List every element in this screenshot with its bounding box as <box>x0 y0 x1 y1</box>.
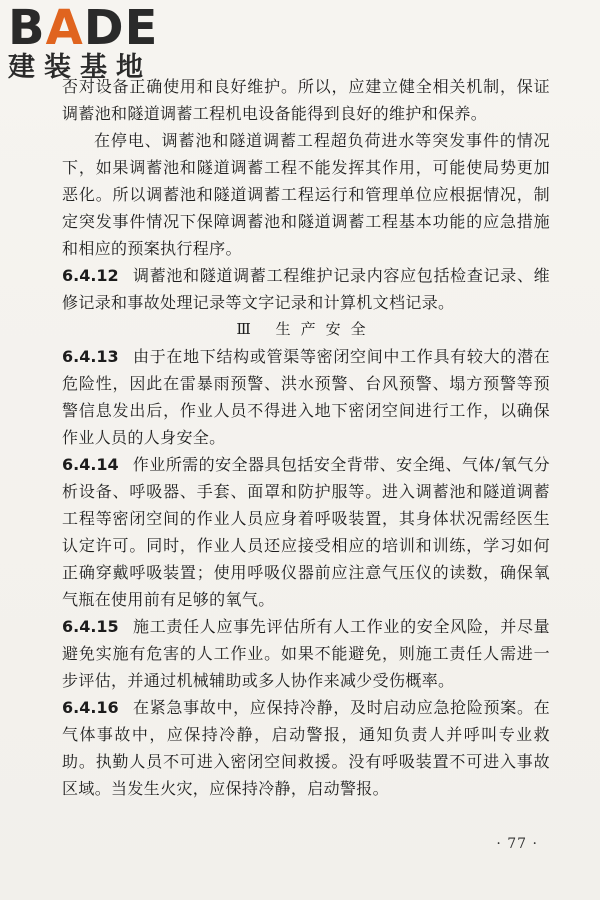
clause-6-4-13 <box>62 343 550 451</box>
section-heading: Ⅲ 生产安全 <box>236 320 376 338</box>
page-body <box>62 73 550 802</box>
paragraph-continued: 否对设备正确使用和良好维护。所以，应建立健全相关机制，保证调蓄池和隧道调蓄工程机电设备能得到良好的维护和保养。 <box>62 77 550 123</box>
brand-logo <box>8 0 178 88</box>
clause-6-4-16 <box>62 694 550 802</box>
clause-text: 作业所需的安全器具包括安全背带、安全绳、气体/氧气分析设备、呼吸器、手套、面罩和防护服等。进入调蓄池和隧道调蓄工程等密闭空间的作业人员应身着呼吸装置，其身体状况需经医生认定许可。同时，作业人员还应接受相应的培训和训练，学习如何正确穿戴呼吸装置；使用呼吸仪器前应注意气压仪的读数，确保氧气瓶在使用前有足够的氧气。 <box>62 455 550 609</box>
logo-accent-letter: A <box>45 0 84 56</box>
logo-subtitle: 建装基地 <box>8 52 152 83</box>
clause-number: 6.4.14 <box>62 455 119 474</box>
clause-6-4-12 <box>62 262 550 316</box>
page-number: · 77 · <box>496 836 538 852</box>
clause-text: 在紧急事故中，应保持冷静，及时启动应急抢险预案。在气体事故中，应保持冷静，启动警报，通知负责人并呼叫专业救助。执勤人员不可进入密闭空间救援。没有呼吸装置不可进入事故区域。当发生火灾，应保持冷静，启动警报。 <box>62 698 550 798</box>
clause-text: 由于在地下结构或管渠等密闭空间中工作具有较大的潜在危险性，因此在雷暴雨预警、洪水预警、台风预警、塌方预警等预警信息发出后，作业人员不得进入地下密闭空间进行工作，以确保作业人员的人身安全。 <box>62 347 550 447</box>
clause-number: 6.4.15 <box>62 617 119 636</box>
clause-text: 调蓄池和隧道调蓄工程维护记录内容应包括检查记录、维修记录和事故处理记录等文字记录和计算机文档记录。 <box>62 266 550 312</box>
paragraph-emergency: 在停电、调蓄池和隧道调蓄工程超负荷进水等突发事件的情况下，如果调蓄池和隧道调蓄工程不能发挥其作用，可能使局势更加恶化。所以调蓄池和隧道调蓄工程运行和管理单位应根据情况，制定突发事件情况下保障调蓄池和隧道调蓄工程基本功能的应急措施和相应的预案执行程序。 <box>62 131 550 258</box>
clause-number: 6.4.12 <box>62 266 119 285</box>
logo-wordmark: BADE <box>8 0 159 56</box>
clause-6-4-15 <box>62 613 550 694</box>
clause-number: 6.4.16 <box>62 698 119 717</box>
clause-number: 6.4.13 <box>62 347 119 366</box>
clause-6-4-14 <box>62 451 550 613</box>
clause-text: 施工责任人应事先评估所有人工作业的安全风险，并尽量避免实施有危害的人工作业。如果不能避免，则施工责任人需进一步评估，并通过机械辅助或多人协作来减少受伤概率。 <box>62 617 550 690</box>
